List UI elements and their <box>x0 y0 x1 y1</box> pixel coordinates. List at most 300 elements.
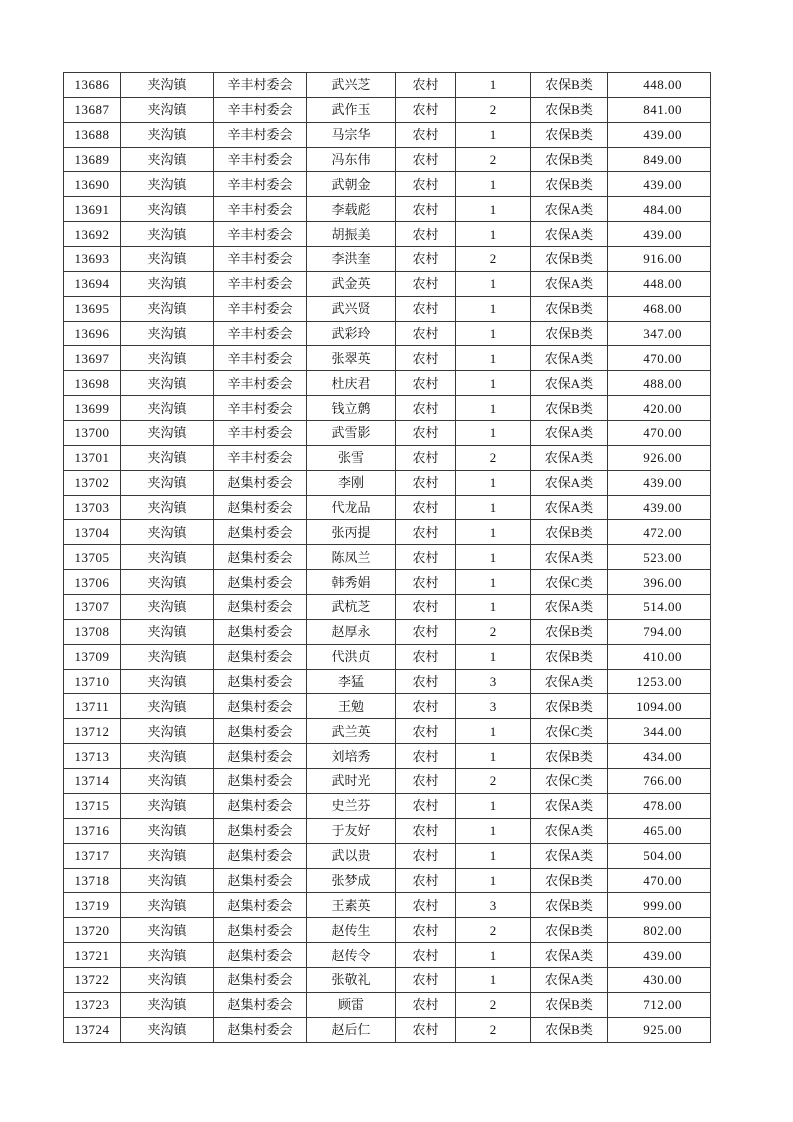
table-row <box>64 669 711 694</box>
cell-residence: 农村 <box>396 470 456 495</box>
table-row <box>64 470 711 495</box>
cell-amount: 504.00 <box>608 843 711 868</box>
cell-amount: 410.00 <box>608 644 711 669</box>
cell-amount: 712.00 <box>608 992 711 1017</box>
cell-amount: 396.00 <box>608 570 711 595</box>
cell-residence: 农村 <box>396 197 456 222</box>
cell-category: 农保A类 <box>531 197 608 222</box>
table-row <box>64 918 711 943</box>
cell-category: 农保A类 <box>531 943 608 968</box>
cell-category: 农保A类 <box>531 346 608 371</box>
cell-amount: 420.00 <box>608 396 711 421</box>
table-row <box>64 570 711 595</box>
cell-category: 农保B类 <box>531 868 608 893</box>
cell-count: 1 <box>456 197 531 222</box>
cell-village: 赵集村委会 <box>214 744 307 769</box>
payment-table-body <box>64 73 711 1043</box>
cell-name: 李载彪 <box>307 197 396 222</box>
cell-town: 夹沟镇 <box>121 669 214 694</box>
cell-serial: 13724 <box>64 1017 121 1042</box>
cell-category: 农保B类 <box>531 147 608 172</box>
cell-category: 农保B类 <box>531 644 608 669</box>
cell-amount: 849.00 <box>608 147 711 172</box>
cell-town: 夹沟镇 <box>121 396 214 421</box>
cell-count: 1 <box>456 818 531 843</box>
cell-village: 赵集村委会 <box>214 1017 307 1042</box>
cell-village: 赵集村委会 <box>214 992 307 1017</box>
cell-residence: 农村 <box>396 595 456 620</box>
table-row <box>64 147 711 172</box>
cell-count: 1 <box>456 943 531 968</box>
cell-amount: 1094.00 <box>608 694 711 719</box>
cell-count: 1 <box>456 421 531 446</box>
cell-serial: 13718 <box>64 868 121 893</box>
cell-serial: 13703 <box>64 495 121 520</box>
table-row <box>64 445 711 470</box>
cell-name: 张梦成 <box>307 868 396 893</box>
cell-town: 夹沟镇 <box>121 197 214 222</box>
cell-village: 辛丰村委会 <box>214 321 307 346</box>
table-row <box>64 520 711 545</box>
table-row <box>64 719 711 744</box>
cell-town: 夹沟镇 <box>121 147 214 172</box>
cell-village: 赵集村委会 <box>214 719 307 744</box>
cell-category: 农保C类 <box>531 769 608 794</box>
cell-count: 2 <box>456 247 531 272</box>
cell-residence: 农村 <box>396 222 456 247</box>
cell-town: 夹沟镇 <box>121 296 214 321</box>
cell-serial: 13711 <box>64 694 121 719</box>
cell-amount: 523.00 <box>608 545 711 570</box>
cell-amount: 470.00 <box>608 421 711 446</box>
table-row <box>64 818 711 843</box>
cell-serial: 13719 <box>64 893 121 918</box>
cell-name: 武兴芝 <box>307 73 396 98</box>
cell-serial: 13706 <box>64 570 121 595</box>
cell-town: 夹沟镇 <box>121 122 214 147</box>
cell-village: 赵集村委会 <box>214 793 307 818</box>
cell-residence: 农村 <box>396 147 456 172</box>
cell-village: 辛丰村委会 <box>214 222 307 247</box>
table-row <box>64 694 711 719</box>
cell-town: 夹沟镇 <box>121 321 214 346</box>
cell-category: 农保A类 <box>531 495 608 520</box>
cell-residence: 农村 <box>396 644 456 669</box>
cell-count: 1 <box>456 470 531 495</box>
cell-amount: 347.00 <box>608 321 711 346</box>
cell-amount: 925.00 <box>608 1017 711 1042</box>
cell-amount: 468.00 <box>608 296 711 321</box>
cell-serial: 13695 <box>64 296 121 321</box>
cell-village: 赵集村委会 <box>214 843 307 868</box>
cell-count: 1 <box>456 843 531 868</box>
cell-residence: 农村 <box>396 321 456 346</box>
cell-residence: 农村 <box>396 122 456 147</box>
cell-category: 农保B类 <box>531 396 608 421</box>
cell-count: 2 <box>456 97 531 122</box>
cell-village: 赵集村委会 <box>214 893 307 918</box>
cell-category: 农保C类 <box>531 570 608 595</box>
cell-amount: 439.00 <box>608 470 711 495</box>
cell-category: 农保A类 <box>531 470 608 495</box>
cell-name: 武时光 <box>307 769 396 794</box>
table-row <box>64 197 711 222</box>
cell-residence: 农村 <box>396 918 456 943</box>
cell-village: 赵集村委会 <box>214 967 307 992</box>
cell-count: 1 <box>456 321 531 346</box>
cell-amount: 841.00 <box>608 97 711 122</box>
cell-residence: 农村 <box>396 371 456 396</box>
cell-name: 张翠英 <box>307 346 396 371</box>
table-row <box>64 595 711 620</box>
cell-category: 农保A类 <box>531 545 608 570</box>
cell-category: 农保A类 <box>531 445 608 470</box>
cell-category: 农保A类 <box>531 818 608 843</box>
cell-count: 1 <box>456 719 531 744</box>
cell-residence: 农村 <box>396 445 456 470</box>
cell-town: 夹沟镇 <box>121 1017 214 1042</box>
cell-serial: 13720 <box>64 918 121 943</box>
cell-residence: 农村 <box>396 669 456 694</box>
cell-count: 1 <box>456 296 531 321</box>
table-row <box>64 893 711 918</box>
table-row <box>64 421 711 446</box>
cell-serial: 13723 <box>64 992 121 1017</box>
table-row <box>64 545 711 570</box>
cell-serial: 13717 <box>64 843 121 868</box>
cell-serial: 13713 <box>64 744 121 769</box>
cell-serial: 13686 <box>64 73 121 98</box>
cell-serial: 13691 <box>64 197 121 222</box>
cell-village: 辛丰村委会 <box>214 122 307 147</box>
cell-serial: 13688 <box>64 122 121 147</box>
cell-village: 赵集村委会 <box>214 644 307 669</box>
cell-category: 农保A类 <box>531 843 608 868</box>
table-row <box>64 296 711 321</box>
table-row <box>64 271 711 296</box>
cell-village: 辛丰村委会 <box>214 445 307 470</box>
cell-name: 李猛 <box>307 669 396 694</box>
cell-town: 夹沟镇 <box>121 943 214 968</box>
cell-count: 1 <box>456 271 531 296</box>
cell-serial: 13710 <box>64 669 121 694</box>
cell-residence: 农村 <box>396 73 456 98</box>
cell-residence: 农村 <box>396 545 456 570</box>
cell-town: 夹沟镇 <box>121 520 214 545</box>
cell-count: 3 <box>456 893 531 918</box>
cell-town: 夹沟镇 <box>121 97 214 122</box>
cell-village: 赵集村委会 <box>214 520 307 545</box>
cell-count: 2 <box>456 1017 531 1042</box>
cell-village: 赵集村委会 <box>214 619 307 644</box>
cell-name: 李刚 <box>307 470 396 495</box>
cell-village: 辛丰村委会 <box>214 271 307 296</box>
table-row <box>64 495 711 520</box>
cell-category: 农保B类 <box>531 520 608 545</box>
cell-village: 赵集村委会 <box>214 595 307 620</box>
cell-category: 农保B类 <box>531 172 608 197</box>
cell-town: 夹沟镇 <box>121 495 214 520</box>
cell-count: 2 <box>456 445 531 470</box>
cell-serial: 13707 <box>64 595 121 620</box>
table-row <box>64 371 711 396</box>
cell-village: 辛丰村委会 <box>214 346 307 371</box>
cell-count: 1 <box>456 967 531 992</box>
cell-category: 农保A类 <box>531 967 608 992</box>
table-sheet <box>63 72 711 1043</box>
cell-residence: 农村 <box>396 296 456 321</box>
cell-town: 夹沟镇 <box>121 371 214 396</box>
table-row <box>64 73 711 98</box>
cell-name: 马宗华 <box>307 122 396 147</box>
cell-category: 农保B类 <box>531 321 608 346</box>
cell-category: 农保A类 <box>531 271 608 296</box>
cell-name: 史兰芬 <box>307 793 396 818</box>
cell-category: 农保B类 <box>531 73 608 98</box>
table-row <box>64 744 711 769</box>
cell-amount: 470.00 <box>608 868 711 893</box>
cell-name: 武雪影 <box>307 421 396 446</box>
cell-name: 武彩玲 <box>307 321 396 346</box>
cell-village: 赵集村委会 <box>214 694 307 719</box>
cell-town: 夹沟镇 <box>121 470 214 495</box>
cell-serial: 13716 <box>64 818 121 843</box>
cell-residence: 农村 <box>396 694 456 719</box>
cell-count: 2 <box>456 992 531 1017</box>
cell-count: 1 <box>456 396 531 421</box>
cell-village: 赵集村委会 <box>214 570 307 595</box>
cell-count: 1 <box>456 545 531 570</box>
table-row <box>64 992 711 1017</box>
cell-town: 夹沟镇 <box>121 719 214 744</box>
cell-count: 1 <box>456 495 531 520</box>
table-row <box>64 769 711 794</box>
cell-amount: 472.00 <box>608 520 711 545</box>
cell-town: 夹沟镇 <box>121 843 214 868</box>
cell-category: 农保A类 <box>531 222 608 247</box>
cell-village: 辛丰村委会 <box>214 97 307 122</box>
cell-serial: 13700 <box>64 421 121 446</box>
cell-amount: 439.00 <box>608 495 711 520</box>
cell-category: 农保B类 <box>531 619 608 644</box>
cell-amount: 434.00 <box>608 744 711 769</box>
cell-count: 2 <box>456 769 531 794</box>
cell-count: 1 <box>456 570 531 595</box>
payment-table <box>63 72 711 1043</box>
cell-count: 1 <box>456 520 531 545</box>
cell-amount: 439.00 <box>608 122 711 147</box>
cell-count: 1 <box>456 595 531 620</box>
cell-town: 夹沟镇 <box>121 893 214 918</box>
table-row <box>64 793 711 818</box>
cell-residence: 农村 <box>396 495 456 520</box>
cell-town: 夹沟镇 <box>121 247 214 272</box>
table-row <box>64 247 711 272</box>
cell-name: 武金英 <box>307 271 396 296</box>
cell-count: 1 <box>456 73 531 98</box>
cell-town: 夹沟镇 <box>121 818 214 843</box>
cell-count: 3 <box>456 669 531 694</box>
cell-village: 赵集村委会 <box>214 669 307 694</box>
cell-serial: 13687 <box>64 97 121 122</box>
cell-serial: 13704 <box>64 520 121 545</box>
cell-town: 夹沟镇 <box>121 619 214 644</box>
cell-amount: 794.00 <box>608 619 711 644</box>
cell-residence: 农村 <box>396 793 456 818</box>
cell-name: 代洪贞 <box>307 644 396 669</box>
cell-town: 夹沟镇 <box>121 992 214 1017</box>
cell-name: 杜庆君 <box>307 371 396 396</box>
cell-serial: 13696 <box>64 321 121 346</box>
cell-residence: 农村 <box>396 172 456 197</box>
cell-name: 顾雷 <box>307 992 396 1017</box>
cell-count: 3 <box>456 694 531 719</box>
cell-village: 赵集村委会 <box>214 868 307 893</box>
cell-residence: 农村 <box>396 719 456 744</box>
cell-amount: 430.00 <box>608 967 711 992</box>
cell-name: 代龙品 <box>307 495 396 520</box>
cell-count: 1 <box>456 122 531 147</box>
cell-residence: 农村 <box>396 271 456 296</box>
cell-town: 夹沟镇 <box>121 570 214 595</box>
cell-count: 1 <box>456 744 531 769</box>
cell-name: 王勉 <box>307 694 396 719</box>
cell-village: 赵集村委会 <box>214 470 307 495</box>
cell-residence: 农村 <box>396 346 456 371</box>
cell-name: 武杭芝 <box>307 595 396 620</box>
cell-town: 夹沟镇 <box>121 744 214 769</box>
cell-category: 农保A类 <box>531 669 608 694</box>
cell-residence: 农村 <box>396 570 456 595</box>
cell-serial: 13714 <box>64 769 121 794</box>
cell-town: 夹沟镇 <box>121 595 214 620</box>
cell-serial: 13699 <box>64 396 121 421</box>
cell-name: 冯东伟 <box>307 147 396 172</box>
cell-category: 农保B类 <box>531 893 608 918</box>
cell-category: 农保B类 <box>531 97 608 122</box>
cell-name: 于友好 <box>307 818 396 843</box>
cell-amount: 484.00 <box>608 197 711 222</box>
cell-category: 农保B类 <box>531 744 608 769</box>
cell-count: 1 <box>456 371 531 396</box>
cell-residence: 农村 <box>396 247 456 272</box>
cell-serial: 13698 <box>64 371 121 396</box>
cell-town: 夹沟镇 <box>121 918 214 943</box>
cell-town: 夹沟镇 <box>121 73 214 98</box>
cell-name: 武作玉 <box>307 97 396 122</box>
table-row <box>64 843 711 868</box>
cell-amount: 465.00 <box>608 818 711 843</box>
cell-category: 农保B类 <box>531 122 608 147</box>
cell-town: 夹沟镇 <box>121 346 214 371</box>
cell-serial: 13701 <box>64 445 121 470</box>
cell-town: 夹沟镇 <box>121 545 214 570</box>
cell-name: 赵传生 <box>307 918 396 943</box>
cell-town: 夹沟镇 <box>121 793 214 818</box>
cell-name: 王素英 <box>307 893 396 918</box>
cell-name: 赵厚永 <box>307 619 396 644</box>
table-row <box>64 97 711 122</box>
cell-amount: 448.00 <box>608 271 711 296</box>
table-row <box>64 396 711 421</box>
cell-amount: 478.00 <box>608 793 711 818</box>
cell-category: 农保B类 <box>531 992 608 1017</box>
cell-town: 夹沟镇 <box>121 694 214 719</box>
cell-serial: 13693 <box>64 247 121 272</box>
cell-town: 夹沟镇 <box>121 769 214 794</box>
cell-residence: 农村 <box>396 992 456 1017</box>
cell-village: 赵集村委会 <box>214 545 307 570</box>
cell-amount: 514.00 <box>608 595 711 620</box>
cell-amount: 766.00 <box>608 769 711 794</box>
table-row <box>64 122 711 147</box>
table-row <box>64 644 711 669</box>
cell-town: 夹沟镇 <box>121 868 214 893</box>
cell-amount: 470.00 <box>608 346 711 371</box>
cell-amount: 926.00 <box>608 445 711 470</box>
cell-count: 1 <box>456 172 531 197</box>
cell-residence: 农村 <box>396 1017 456 1042</box>
cell-residence: 农村 <box>396 744 456 769</box>
table-row <box>64 346 711 371</box>
cell-name: 武以贵 <box>307 843 396 868</box>
cell-residence: 农村 <box>396 893 456 918</box>
cell-residence: 农村 <box>396 843 456 868</box>
cell-residence: 农村 <box>396 619 456 644</box>
cell-residence: 农村 <box>396 421 456 446</box>
cell-count: 2 <box>456 147 531 172</box>
cell-name: 陈凤兰 <box>307 545 396 570</box>
cell-serial: 13692 <box>64 222 121 247</box>
cell-count: 1 <box>456 868 531 893</box>
cell-village: 辛丰村委会 <box>214 371 307 396</box>
cell-village: 辛丰村委会 <box>214 396 307 421</box>
cell-category: 农保A类 <box>531 595 608 620</box>
cell-category: 农保B类 <box>531 247 608 272</box>
cell-residence: 农村 <box>396 97 456 122</box>
table-row <box>64 943 711 968</box>
cell-town: 夹沟镇 <box>121 172 214 197</box>
cell-name: 张丙提 <box>307 520 396 545</box>
cell-amount: 439.00 <box>608 943 711 968</box>
cell-category: 农保A类 <box>531 421 608 446</box>
cell-serial: 13694 <box>64 271 121 296</box>
table-row <box>64 967 711 992</box>
cell-village: 赵集村委会 <box>214 818 307 843</box>
cell-serial: 13721 <box>64 943 121 968</box>
cell-name: 胡振美 <box>307 222 396 247</box>
cell-town: 夹沟镇 <box>121 421 214 446</box>
cell-category: 农保B类 <box>531 1017 608 1042</box>
cell-count: 2 <box>456 918 531 943</box>
cell-amount: 1253.00 <box>608 669 711 694</box>
cell-village: 辛丰村委会 <box>214 296 307 321</box>
table-row <box>64 868 711 893</box>
cell-name: 赵传令 <box>307 943 396 968</box>
cell-serial: 13722 <box>64 967 121 992</box>
cell-town: 夹沟镇 <box>121 271 214 296</box>
cell-name: 钱立鹩 <box>307 396 396 421</box>
cell-village: 赵集村委会 <box>214 943 307 968</box>
cell-name: 赵后仁 <box>307 1017 396 1042</box>
cell-residence: 农村 <box>396 520 456 545</box>
cell-category: 农保B类 <box>531 296 608 321</box>
cell-name: 李洪奎 <box>307 247 396 272</box>
cell-village: 辛丰村委会 <box>214 73 307 98</box>
cell-name: 韩秀娟 <box>307 570 396 595</box>
cell-amount: 439.00 <box>608 172 711 197</box>
cell-amount: 488.00 <box>608 371 711 396</box>
